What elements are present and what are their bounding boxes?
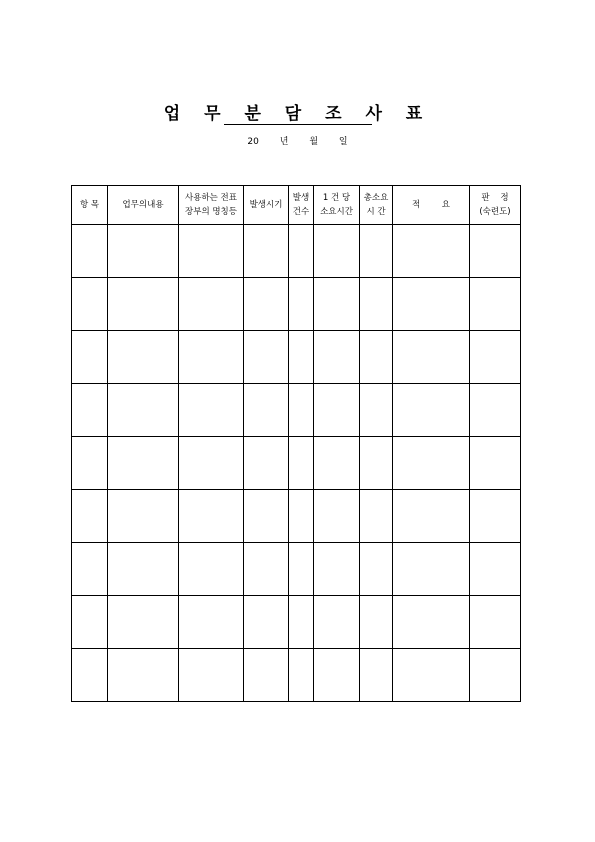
header-forms-ledgers: 사용하는 전표 장부의 명칭등 — [179, 186, 244, 225]
header-row — [72, 186, 521, 225]
table-cell[interactable] — [179, 543, 244, 596]
table-cell[interactable] — [470, 225, 521, 278]
header-time-per-case: 1 건 당 소요시간 — [314, 186, 360, 225]
table-cell[interactable] — [72, 437, 108, 490]
table-cell[interactable] — [470, 278, 521, 331]
table-cell[interactable] — [108, 596, 179, 649]
table-cell[interactable] — [244, 490, 289, 543]
table-cell[interactable] — [108, 331, 179, 384]
table-cell[interactable] — [360, 225, 393, 278]
table-cell[interactable] — [470, 384, 521, 437]
header-task-content: 업무의내용 — [108, 186, 179, 225]
table-cell[interactable] — [289, 437, 314, 490]
table-cell[interactable] — [179, 596, 244, 649]
table-cell[interactable] — [393, 596, 470, 649]
table-cell[interactable] — [470, 543, 521, 596]
table-cell[interactable] — [244, 596, 289, 649]
table-cell[interactable] — [72, 490, 108, 543]
table-body — [72, 225, 521, 702]
table-cell[interactable] — [72, 649, 108, 702]
table-cell[interactable] — [179, 278, 244, 331]
survey-table — [71, 185, 521, 702]
header-total-time: 총소요 시 간 — [360, 186, 393, 225]
table-cell[interactable] — [179, 331, 244, 384]
table-cell[interactable] — [393, 543, 470, 596]
table-row — [72, 384, 521, 437]
table-row — [72, 331, 521, 384]
date-year-unit: 년 — [279, 137, 289, 147]
table-cell[interactable] — [72, 596, 108, 649]
table-cell[interactable] — [179, 649, 244, 702]
document-title: 업 무 분 담 조 사 표 — [163, 104, 432, 124]
table-cell[interactable] — [360, 331, 393, 384]
table-cell[interactable] — [470, 649, 521, 702]
table-cell[interactable] — [360, 384, 393, 437]
table-cell[interactable] — [393, 490, 470, 543]
table-cell[interactable] — [314, 384, 360, 437]
table-cell[interactable] — [360, 596, 393, 649]
table-cell[interactable] — [179, 384, 244, 437]
header-occurrence-count: 발생 건수 — [289, 186, 314, 225]
table-cell[interactable] — [72, 331, 108, 384]
header-judgment: 판 정 (숙련도) — [470, 186, 521, 225]
date-year: 20 — [247, 137, 259, 147]
table-cell[interactable] — [72, 543, 108, 596]
table-cell[interactable] — [108, 543, 179, 596]
table-cell[interactable] — [72, 278, 108, 331]
table-cell[interactable] — [360, 490, 393, 543]
table-cell[interactable] — [244, 278, 289, 331]
table-cell[interactable] — [289, 490, 314, 543]
table-cell[interactable] — [108, 384, 179, 437]
table-cell[interactable] — [108, 225, 179, 278]
table-cell[interactable] — [314, 596, 360, 649]
table-cell[interactable] — [179, 437, 244, 490]
table-cell[interactable] — [108, 278, 179, 331]
table-cell[interactable] — [470, 437, 521, 490]
table-cell[interactable] — [360, 437, 393, 490]
table-cell[interactable] — [289, 278, 314, 331]
table-cell[interactable] — [244, 384, 289, 437]
header-occurrence-time: 발생시기 — [244, 186, 289, 225]
table-row — [72, 437, 521, 490]
table-cell[interactable] — [314, 331, 360, 384]
title-underline — [224, 124, 372, 125]
table-cell[interactable] — [108, 649, 179, 702]
table-row — [72, 490, 521, 543]
table-cell[interactable] — [289, 331, 314, 384]
table-cell[interactable] — [470, 596, 521, 649]
table-cell[interactable] — [72, 384, 108, 437]
table-cell[interactable] — [244, 437, 289, 490]
header-remarks: 적 요 — [393, 186, 470, 225]
table-cell[interactable] — [314, 278, 360, 331]
table-cell[interactable] — [289, 384, 314, 437]
table-cell[interactable] — [393, 278, 470, 331]
table-cell[interactable] — [470, 490, 521, 543]
table-cell[interactable] — [289, 649, 314, 702]
table-cell[interactable] — [360, 649, 393, 702]
table-cell[interactable] — [244, 225, 289, 278]
table-cell[interactable] — [289, 543, 314, 596]
table-cell[interactable] — [108, 437, 179, 490]
table-cell[interactable] — [244, 331, 289, 384]
table-cell[interactable] — [179, 225, 244, 278]
table-cell[interactable] — [314, 225, 360, 278]
table-cell[interactable] — [393, 384, 470, 437]
date-month-unit: 월 — [309, 137, 319, 147]
date-day-unit: 일 — [338, 137, 348, 147]
table-row — [72, 596, 521, 649]
table-cell[interactable] — [244, 543, 289, 596]
table-cell[interactable] — [108, 490, 179, 543]
table-cell[interactable] — [360, 543, 393, 596]
table-cell[interactable] — [179, 490, 244, 543]
date-line — [0, 134, 595, 147]
table-cell[interactable] — [470, 331, 521, 384]
table-cell[interactable] — [314, 543, 360, 596]
table-cell[interactable] — [360, 278, 393, 331]
table-row — [72, 543, 521, 596]
table-cell[interactable] — [393, 649, 470, 702]
table-cell[interactable] — [289, 596, 314, 649]
table-row — [72, 225, 521, 278]
table-cell[interactable] — [393, 225, 470, 278]
table-cell[interactable] — [314, 437, 360, 490]
table-cell[interactable] — [289, 225, 314, 278]
table-cell[interactable] — [314, 649, 360, 702]
table-row — [72, 649, 521, 702]
table-cell[interactable] — [393, 437, 470, 490]
table-cell[interactable] — [72, 225, 108, 278]
table-cell[interactable] — [314, 490, 360, 543]
header-item: 항 목 — [72, 186, 108, 225]
table-row — [72, 278, 521, 331]
table-cell[interactable] — [393, 331, 470, 384]
table-cell[interactable] — [244, 649, 289, 702]
